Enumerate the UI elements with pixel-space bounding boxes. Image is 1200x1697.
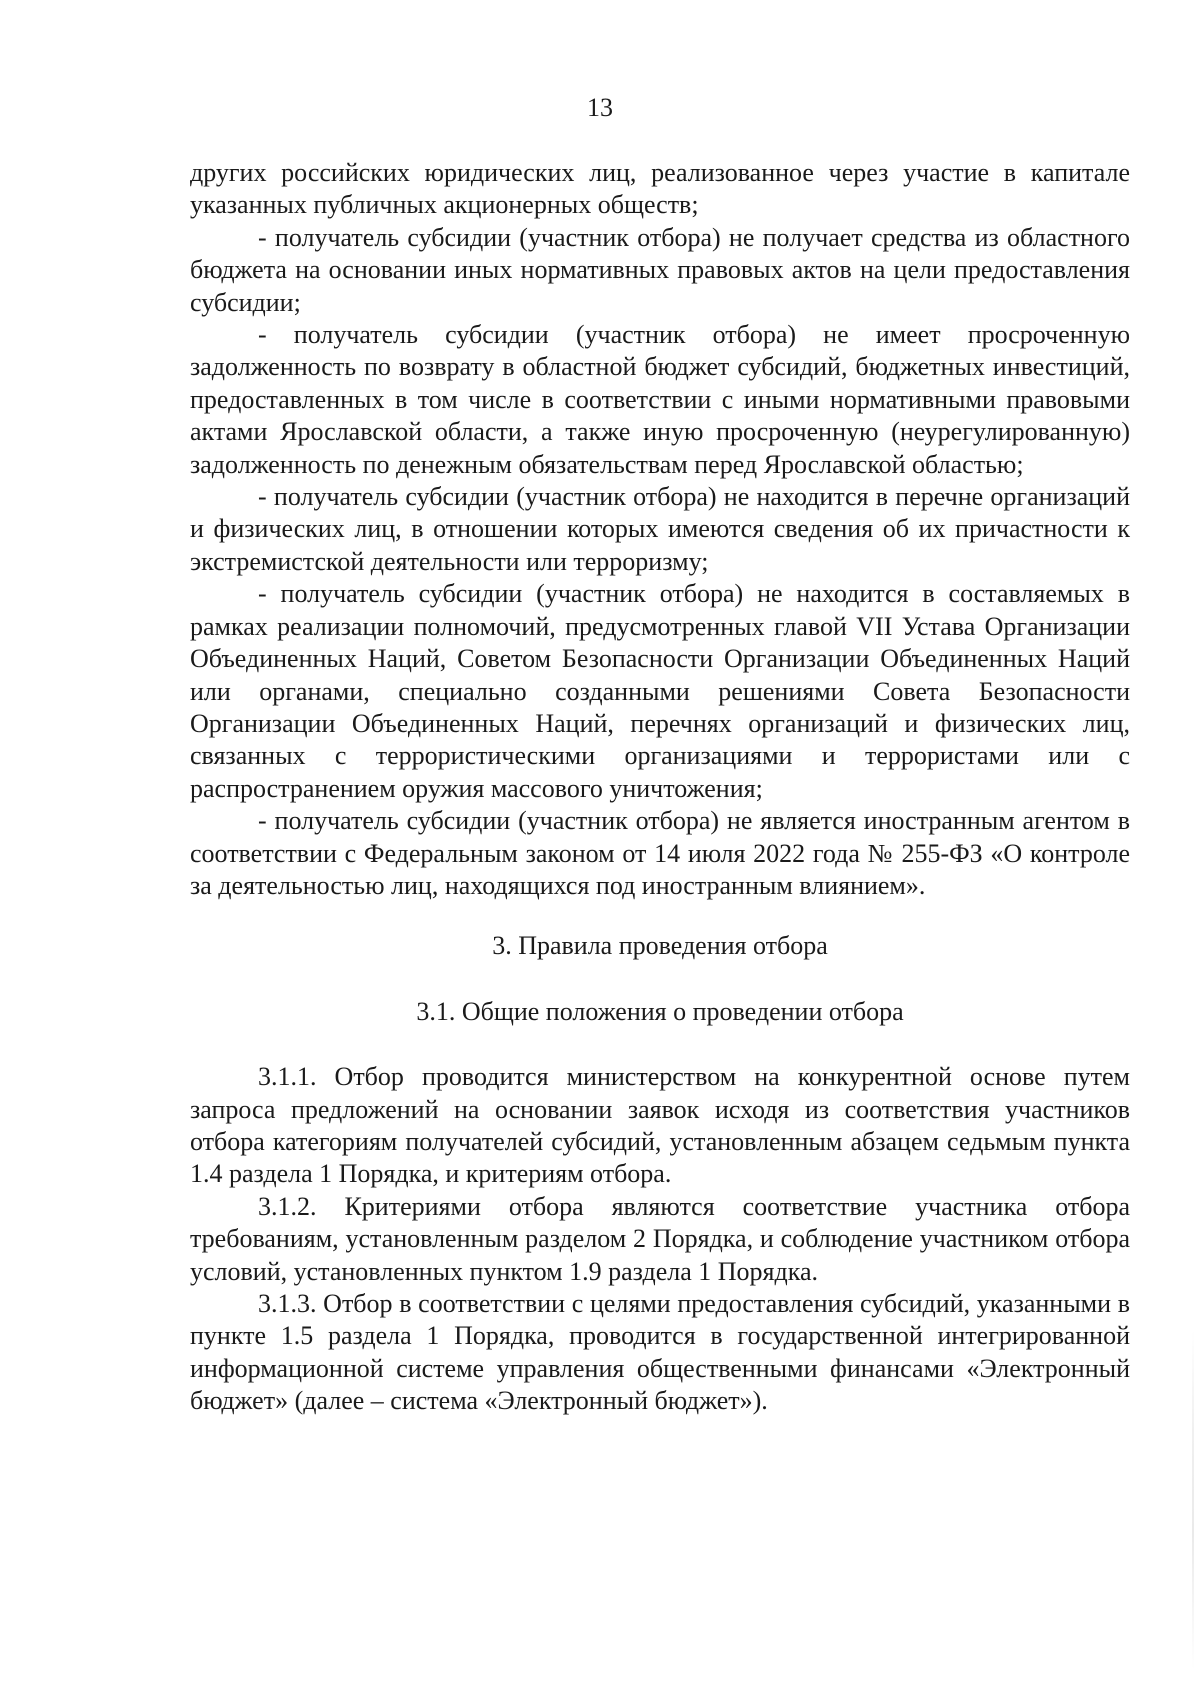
clause-3-1-1: 3.1.1. Отбор проводится министерством на конкурентной основе путем запроса предложений на основании заявок исходя из соответствия участников отбора категориям получателей субсидий, установленным абзацем седьмым пункта 1.4 раздела 1 Порядка, и критериям отбора. [190, 1062, 1130, 1189]
document-body [190, 157, 1130, 1418]
paragraph-continuation: других российских юридических лиц, реализованное через участие в капитале указанных публичных акционерных обществ; [190, 158, 1130, 220]
requirement-item: - получатель субсидии (участник отбора) не имеет просроченную задолженность по возврату в областной бюджет субсидий, бюджетных инвестиций, предоставленных в том числе в соответствии с иными нормативными правовыми актами Ярославской области, а также иную просроченную (неурегулированную) задолженность по денежным обязательствам перед Ярославской областью; [190, 320, 1130, 479]
clause-3-1-2: 3.1.2. Критериями отбора являются соответствие участника отбора требованиям, установленным разделом 2 Порядка, и соблюдение участником отбора условий, установленных пунктом 1.9 раздела 1 Порядка. [190, 1191, 1130, 1286]
requirement-item: - получатель субсидии (участник отбора) не является иностранным агентом в соответствии с Федеральным законом от 14 июля 2022 года № 255-ФЗ «О контроле за деятельностью лиц, находящихся под иностранным влиянием». [190, 806, 1130, 900]
scan-edge-artifact [1192, 1330, 1194, 1670]
requirement-item: - получатель субсидии (участник отбора) не находится в составляемых в рамках реализации полномочий, предусмотренных главой VII Устава Организации Объединенных Наций, Советом Безопасности Организации Объединенных Наций или органами, специально созданными решениями Совета Безопасности Организации Объединенных Наций, перечнях организаций и физических лиц, связанных с террористическими организациями и террористами или с распространением оружия массового уничтожения; [190, 579, 1130, 803]
requirement-item: - получатель субсидии (участник отбора) не находится в перечне организаций и физических лиц, в отношении которых имеются сведения об их причастности к экстремистской деятельности или терроризму; [190, 482, 1130, 576]
section-heading: 3. Правила проведения отбора [492, 931, 828, 961]
subsection-heading: 3.1. Общие положения о проведении отбора [416, 996, 904, 1026]
requirement-item: - получатель субсидии (участник отбора) не получает средства из областного бюджета на основании иных нормативных правовых актов на цели предоставления субсидии; [190, 222, 1130, 317]
page-number: 13 [587, 93, 613, 122]
clause-3-1-3: 3.1.3. Отбор в соответствии с целями предоставления субсидий, указанными в пункте 1.5 раздела 1 Порядка, проводится в государственной интегрированной информационной системе управления общественными финансами «Электронный бюджет» (далее – система «Электронный бюджет»). [190, 1289, 1130, 1416]
